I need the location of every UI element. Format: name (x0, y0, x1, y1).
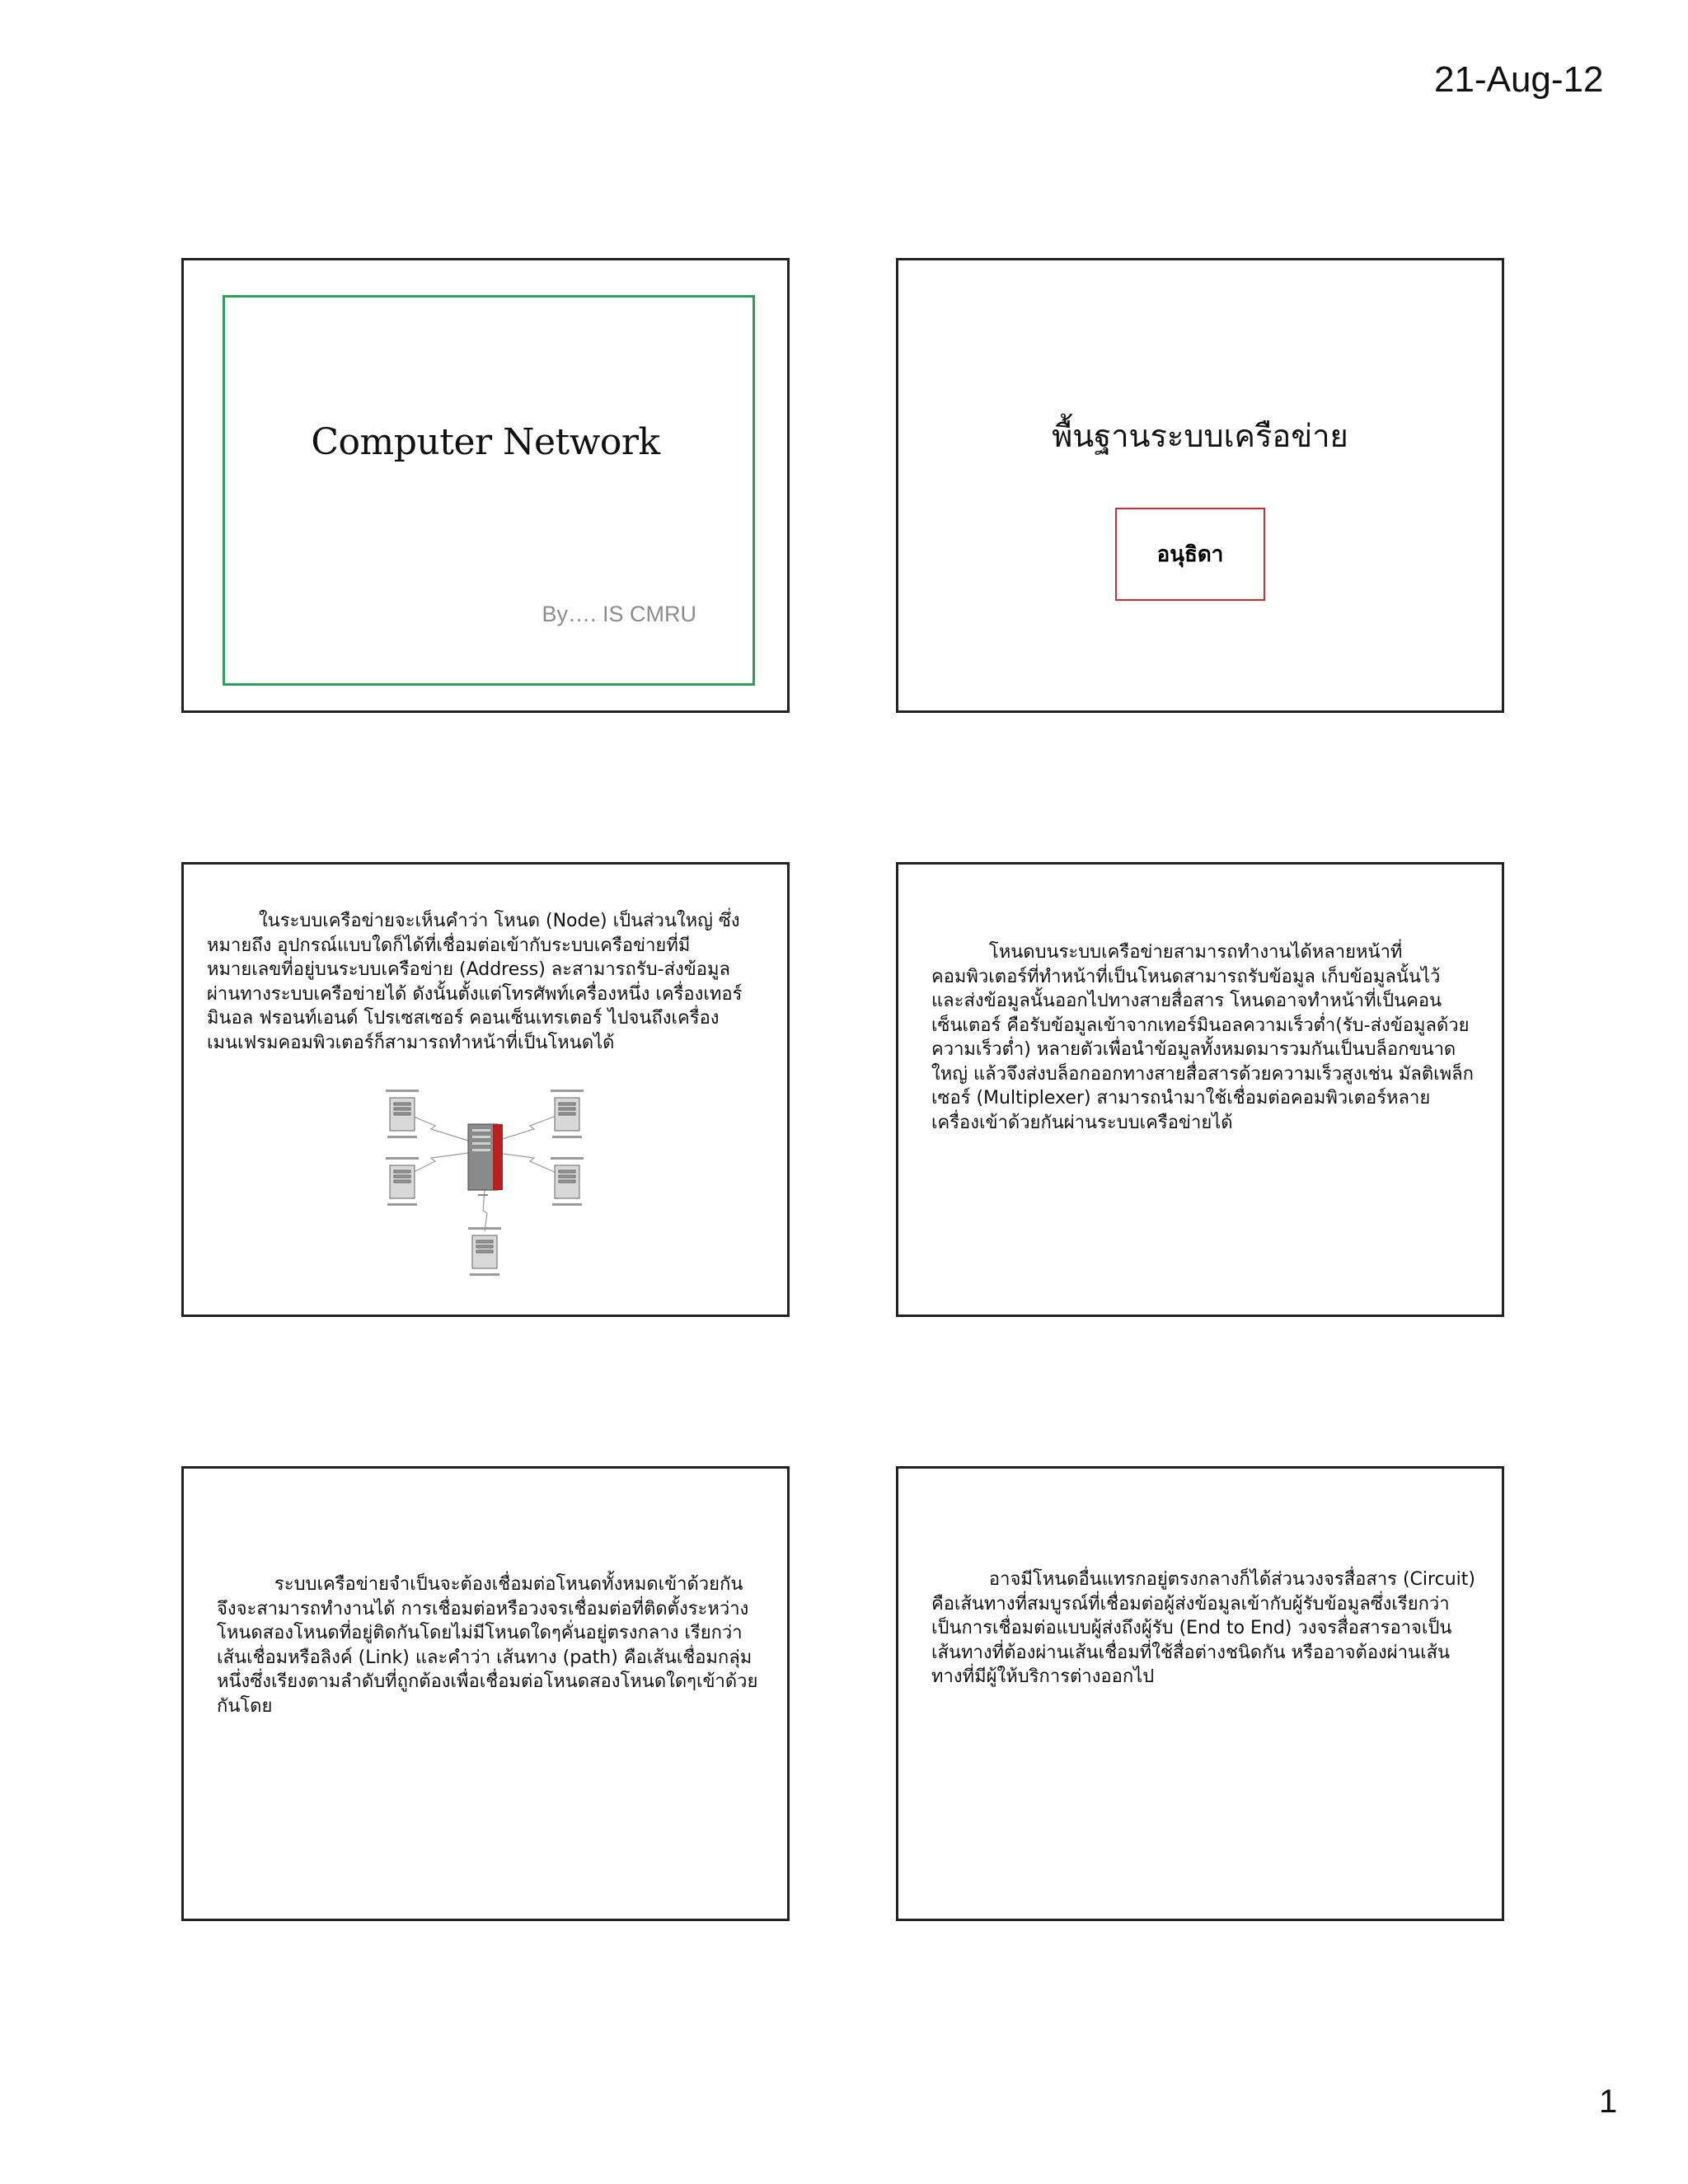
server-icon (468, 1124, 503, 1196)
slide-body-text: ระบบเครือข่ายจำเป็นจะต้องเชื่อมต่อโหนดทั้งหมดเข้าด้วยกันจึงจะสามารถทำงานได้ การเชื่อมต่อหรือวงจรเชื่อมต่อที่ติดตั้งระหว่างโหนดสองโหนดที่อยู่ติดกันโดยไม่มีโหนดใดๆคั่นอยู่ตรงกลาง เรียกว่าเส้นเชื่อมหรือลิงค์ (Link) และคำว่า เส้นทาง (path) คือเส้นเชื่อมกลุ่มหนึ่งซึ่งเรียงตามลำดับที่ถูกต้องเพื่อเชื่อมต่อโหนดสองโหนดใดๆเข้าด้วยกันโดย (217, 1574, 758, 1717)
author-box (1115, 508, 1265, 601)
slide-2-thumbnail (896, 258, 1504, 713)
terminal-icon (390, 1098, 415, 1131)
terminal-icon (472, 1235, 497, 1268)
terminal-icon (390, 1165, 415, 1198)
slide-body-text: โหนดบนระบบเครือข่ายสามารถทำงานได้หลายหน้าที่ คอมพิวเตอร์ที่ทำหน้าที่เป็นโหนดสามารถรับข้อมูล เก็บข้อมูลนั้นไว้ และส่งข้อมูลนั้นออกไปทางสายสื่อสาร โหนดอาจทำหน้าที่เป็นคอนเซ็นเตอร์ คือรับข้อมูลเข้าจากเทอร์มินอลความเร็วต่ำ(รับ-ส่งข้อมูลด้วยความเร็วต่ำ) หลายตัวเพื่อนำข้อมูลทั้งหมดมารวมกันเป็นบล็อกขนาดใหญ่ แล้วจึงส่งบล็อกออกทางสายสื่อสารด้วยความเร็วสูงเช่น มัลติเพล็กเซอร์ (Multiplexer) สามารถนำมาใช้เชื่อมต่อคอมพิวเตอร์หลายเครื่องเข้าด้วยกันผ่านระบบเครือข่ายได้ (931, 942, 1474, 1133)
terminal-icon (555, 1098, 579, 1131)
page-date: 21-Aug-12 (1434, 59, 1604, 100)
slide-6-thumbnail (896, 1466, 1504, 1921)
slide-title: พื้นฐานระบบเครือข่าย (1052, 418, 1348, 454)
author-name: อนุธิดา (1156, 542, 1224, 567)
slide-body-text: ในระบบเครือข่ายจะเห็นคำว่า โหนด (Node) เป็นส่วนใหญ่ ซึ่งหมายถึง อุปกรณ์แบบใดก็ได้ที่เชื่อมต่อเข้ากับระบบเครือข่ายที่มีหมายเลขที่อยู่บนระบบเครือข่าย (Address) ละสามารถรับ-ส่งข้อมูลผ่านทางระบบเครือข่ายได้ ดังนั้นตั้งแต่โทรศัพท์เครื่องหนึ่ง เครื่องเทอร์มินอล ฟรอนท์เอนด์ โปรเซสเซอร์ คอนเซ็นเทรเตอร์ ไปจนถึงเครื่องเมนเฟรมคอมพิวเตอร์ก็สามารถทำหน้าที่เป็นโหนดได้ (207, 911, 743, 1053)
link-line (483, 1190, 487, 1231)
slide-3-thumbnail (181, 862, 790, 1317)
network-diagram (353, 1075, 617, 1297)
slide-title: Computer Network (311, 421, 660, 463)
slide-body-text: อาจมีโหนดอื่นแทรกอยู่ตรงกลางก็ได้ส่วนวงจรสื่อสาร (Circuit) คือเส้นทางที่สมบูรณ์ที่เชื่อมต่อผู้ส่งข้อมูลเข้ากับผู้รับข้อมูลซึ่งเรียกว่าเป็นการเชื่อมต่อแบบผู้ส่งถึงผู้รับ (End to End) วงจรสื่อสารอาจเป็นเส้นทางที่ต้องผ่านเส้นเชื่อมที่ใช้สื่อต่างชนิดกัน หรืออาจต้องผ่านเส้นทางที่มีผู้ให้บริการต่างออกไป (931, 1569, 1481, 1687)
slide-byline: By…. IS CMRU (542, 602, 696, 626)
slide-4-thumbnail (896, 862, 1504, 1317)
page-number: 1 (1599, 2083, 1618, 2120)
slide-5-thumbnail (181, 1466, 790, 1921)
terminal-icon (555, 1165, 579, 1198)
slide-1-thumbnail (181, 258, 790, 713)
